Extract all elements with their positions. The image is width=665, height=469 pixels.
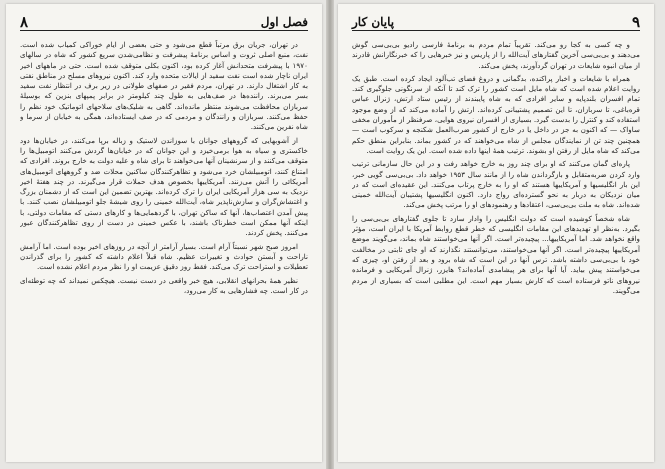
paragraph: همراه با شایعات و اخبار پراکنده، بدگمانی و دروغ فضای تب‌آلود ایجاد کرده است. طبق یک روایت اعلام شده است که شاه مایل است کشور را ترک کند تا آنکه از سرنگونی جلوگیری کند. تمام افسران بلندپایه و سایر افرادی که به شاه پایبندند از رئیس ستاد ارتش، ژنرال عباس قره‌باغی، تا سربازان، تا این تصمیم پشتیبانی کرده‌اند. ارتش را آماده می‌کند که از وضع موجود استفاده کند و کنترل را بدست گیرد. بسیاری از افسران نیروی هوایی، صرفنظر از مأموران مخفی ساواک — که اکنون به جز در داخل یا در خارج از کشور ضرب‌العمل شکنجه و سرکوب است — همچنین چند تن از نمایندگان مجلس از شاه می‌خواهند که در کشور بماند. بنابراین منطق حکم می‌کند که شاه مایل از رفتن او بشوند. ترتیب همهٔ اینها داده شده است. این یک روایت است. (352, 73, 640, 155)
left-page (6, 4, 322, 462)
paragraph: از آشوبهایی که گروههای جوانان با سوزاندن لاستیک و زباله برپا می‌کنند، در خیابان‌ها دود خاکستری و سیاه به هوا برمی‌خیزد و این جوانان که در خیابان‌ها گردش می‌کنند اتومبیل‌ها را متوقف می‌کنند و از سرنشینان آنها می‌خواهند تا برای شاه و علیه دولت به خارج بروند. افرادی که امتناع کنند، اتومبیلشان خرد می‌شود و تظاهرکنندگان ساکنین محلات ضد و گروههای اتومبیل‌های آمریکائی را آتش می‌زنند. آمریکاییها بخصوص هدف حملات قرار می‌گیرند. در چند هفتهٔ اخیر نزدیک به سی هزار آمریکایی ایران را ترک کرده‌اند. بهترین تضمین این است که از دشمنان بزرگ و اغتشاش‌گران و سازش‌ناپذیر شاه، آیت‌الله خمینی را روی شیشهٔ جلو اتومبیلشان نصب کنند. با پیش آمدن اعتصاب‌ها، آنها که ساکن تهران، با گردهمایی‌ها و کارهای دستی که مقامات دولتی، با اینکه آنها ممکن است خطرناک باشند، با عکس خمینی در دست از روی تظاهرکنندگان عبور می‌کنند. پخش کردند. (20, 135, 308, 238)
paragraph: در تهران، جریان برق مرتباً قطع می‌شود و حتی بعضی از ایام خوراکی کمیاب شده است. نفت، منبع اصلی ثروت و اساس برنامهٔ پیشرفت و نظامی‌شدن سریع کشور که شاه در سالهای ۱۹۷۰ با پیشرفت متحدانش آغاز کرده بود، اکنون بکلی متوقف شده است. حتی در ماههای اخیر ایران ناچار شده است نفت سفید از ایالات متحده وارد کند. اکنون نیروهای مسلح در مناطق نفتی به کار اشتغال دارند. در تهران، مردم فقیر در صفهای طولانی در زیر برف در انتظار نفت سفید بسر می‌برند. راننده‌ها در صف‌هایی به طول چند کیلومتر در برابر پمپهای بنزین که بوسیلهٔ سربازان محافظت می‌شوند منتظر مانده‌اند. گاهی به شلیک‌های سلاحهای اتوماتیک خود نظم را حفظ می‌کنند. سربازان و رانندگان و مردمی که در صف ایستاده‌اند، همگی به خیابان از سرما و شاه نفرین می‌کنند. (20, 40, 308, 132)
paragraph: امروز صبح شهر نسبتاً آرام است. بسیار آرامتر از آنچه در روزهای اخیر بوده است. اما آرامش ناراحت و آبستن حوادث و تغییرات عظیم. شاه قبلاً اعلام داشته که کشور را برای گذراندن تعطیلات و استراحت ترک می‌کند. فقط روز دقیق عزیمت او را نظر مردم اعلام نشده است. (20, 241, 308, 272)
paragraph: نظیر همهٔ بحرانهای انقلابی، هیچ خبر واقعی در دست نیست. هیچکس نمیداند که چه توطئه‌ای در کار است. چه فشارهایی به کار می‌رود، (20, 275, 308, 295)
left-page-header (20, 14, 308, 31)
right-page (338, 4, 654, 462)
chapter-title: فصل اول (260, 15, 308, 29)
paragraph: شاه شخصاً کوشیده است که دولت انگلیس را وادار سازد تا جلوی گفتارهای بی‌بی‌سی را بگیرد. به‌نظر او تهدیدهای این مقامات انگلیسی که خطر قطع روابط آمریکا با ایران است، مؤثر واقع نخواهد شد. اما آمریکاییها... پیچیده‌تر است. اگر آنها می‌خواستند شاه بماند، می‌گویند موضع آمریکاییها پیچیده‌تر است. اگر آنها می‌خواستند، می‌توانستند نگذارند که او جای ثابتی در مخالفت خود با بی‌بی‌سی داشته باشد. ترس آنها در این است که شاه برود و بعد از رفتن او، چیزی که می‌خواستند پیش بیاید. آیا آنها برای هر پیشامدی آماده‌اند؟ هایزر، ژنرال آمریکایی و فرمانده نیروهای ناتو فرستاده است که کارش بسیار مهم است. این مطلبی است که بسیاری از مردم می‌گویند. (352, 213, 640, 295)
left-page-body (20, 40, 308, 454)
right-page-header (352, 14, 640, 31)
right-page-body (352, 40, 640, 454)
page-number: ۸ (20, 13, 29, 31)
book-gutter (326, 0, 334, 469)
chapter-title: پایان کار (352, 15, 395, 29)
paragraph: پاره‌ای گمان می‌کنند که او برای چند روز به خارج خواهد رفت و در این حال سازمانی ترتیب وارد کردن ضربه‌متقابل و بازگرداندن شاه را از مانند سال ۱۹۵۳ خواهد داد. بی‌بی‌سی گویی خبر، این بار انگلیسیها و آمریکاییها هستند که او را به خارج پرتاب می‌کنند. این عقیده‌ای است که در میان نزدیکان به دربار به نحو گسترده‌ای رواج دارد. اکنون انگلیسیها پشتیبان آیت‌الله خمینی شده‌اند. شاه به ملت بی‌بی‌سی، اعتقادها و رهنمودهای او را مرتب پخش می‌کند. (352, 159, 640, 210)
paragraph: و چه کسی به کجا رو می‌کند. تقریباً تمام مردم به برنامهٔ فارسی رادیو بی‌بی‌سی گوش می‌دهند و بی‌بی‌سی آخرین گفتارهای آیت‌الله را از پاریس و نیز خبرهایی را که خبرنگارانش قادرند از میان انبوه شایعات در تهران گردآورند، پخش می‌کند. (352, 40, 640, 70)
page-number: ۹ (631, 13, 640, 31)
